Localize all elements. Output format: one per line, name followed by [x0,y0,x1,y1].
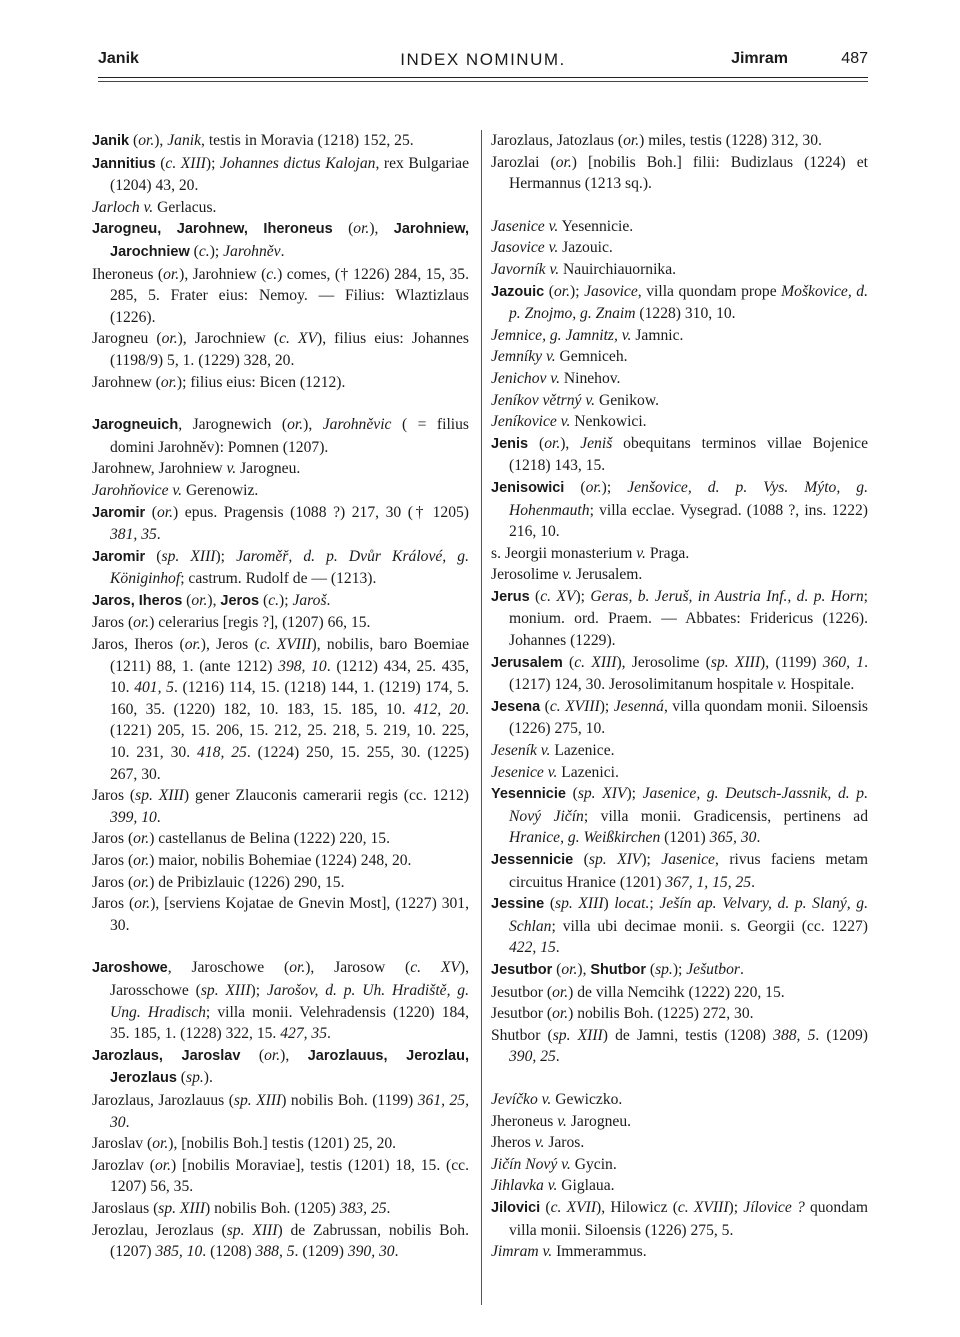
index-entry: Jarohňovice v. Gerenowiz. [92,481,259,499]
index-entry: Jilovici (c. XVII), Hilowicz (c. XVIII); Jílovice ? quondam villa monii. Siloensis (1226) 275, 5. [491,1198,868,1239]
index-entry: Jarohnew, Jarohniew v. Jarogneu. [92,460,301,478]
index-entry: Jarozlai (or.) [nobilis Boh.] filii: Budizlaus (1224) et Hermannus (1213 sq.). [491,153,869,193]
index-entry: Jaroslaus (sp. XIII) nobilis Boh. (1205) 383, 25. [92,1199,391,1217]
running-header [98,50,868,76]
entry-spacer [491,195,868,216]
index-entry: Jihlavka v. Giglaua. [491,1177,615,1195]
index-entry: Janik (or.), Janik, testis in Moravia (1218) 152, 25. [92,132,414,149]
index-entry: Jeníkovice v. Nenkowici. [491,413,647,431]
header-rule-thin [98,81,868,82]
index-entry: Jaros, Iheros (or.), Jeros (c. XVIII), nobilis, baro Boemiae (1211) 88, 1. (ante 1212) 398, 10. (1212) 434, 25. 435, 10. 401, 5. (1216) 114, 15. (1218) 144, 1. (1219) 174, 5. 160, 35. (1220) 182, 10. 183, 15. 185, 10. 412, 20. (1221) 205, 15. 206, 15. 212, 25. 218, 5. 219, 10. 225, 10. 231, 30. 418, 25. (1224) 250, 15. 255, 30. (1225) 267, 30. [92,636,470,783]
index-entry: Jarozlaus, Jaroslav (or.), Jarozlauus, Jerozlau, Jerozlaus (sp.). [92,1046,469,1087]
index-entry: Iheroneus (or.), Jarohniew (c.) comes, († 1226) 284, 15, 35. 285, 5. Frater eius: Nemoy. — Filius: Wlaztizlaus (1226). [92,265,470,326]
index-entry: Jheros v. Jaros. [491,1134,585,1152]
index-entry: Jaros (sp. XIII) gener Zlauconis camerarii regis (cc. 1212) 399, 10. [92,787,469,826]
index-entry: Jevíčko v. Gewiczko. [491,1090,623,1108]
index-entry: Jesena (c. XVIII); Jesenná, villa quondam monii. Siloensis (1226) 275, 10. [491,697,868,738]
header-first-entry: Janik [98,50,139,67]
index-entry: Jasovice v. Jazouic. [491,239,613,257]
index-entry: Jemníky v. Gemniceh. [491,348,628,366]
index-entry: Yesennicie (sp. XIV); Jasenice, g. Deutsch-Jassnik, d. p. Nový Jičín; villa monii. Gradicensis, pertinens ad Hranice, g. Weißkirchen (1201) 365, 30. [491,785,869,847]
index-entry: Jaros (or.) de Pribizlauic (1226) 290, 15. [92,873,345,891]
index-entry: Jessine (sp. XIII) locat.; Ješín ap. Velvary, d. p. Slaný, g. Schlan; villa ubi decimae monii. s. Georgii (cc. 1227) 422, 15. [491,895,868,957]
index-entry: Jenichov v. Ninehov. [491,369,621,387]
header-rule [98,77,868,78]
index-entry: Jarozlav (or.) [nobilis Moraviae], testis (1201) 18, 15. (cc. 1207) 56, 35. [92,1156,469,1196]
column-divider [481,130,482,1305]
index-entry: Jerosolime v. Jerusalem. [491,566,643,584]
left-column [92,130,469,1263]
index-entry: Jarozlaus, Jatozlaus (or.) miles, testis (1228) 312, 30. [491,132,822,149]
index-entry: Jheroneus v. Jarogneu. [491,1112,632,1130]
index-entry: Jaros (or.) maior, nobilis Bohemiae (1224) 248, 20. [92,852,412,869]
index-entry: Jaromir (or.) epus. Pragensis (1088 ?) 217, 30 († 1205) 381, 35. [92,503,470,544]
page-number: 487 [841,50,868,67]
index-entry: Jenis (or.), Jeniš obequitans terminos villae Bojenice (1218) 143, 15. [491,434,868,475]
index-entry: Jaros (or.) celerarius [regis ?], (1207) 66, 15. [92,614,371,632]
index-entry: Jaromir (sp. XIII); Jaroměř, d. p. Dvůr Králové, g. Königinhof; castrum. Rudolf de — (1213). [92,547,469,588]
header-last-entry: Jimram [731,50,788,67]
index-entry: Jaroshowe, Jaroschowe (or.), Jarosow (c. XV), Jarosschowe (sp. XIII); Jarošov, d. p. Uh. Hradiště, g. Ung. Hradisch; villa monii. Velehradensis (1220) 184, 35. 185, 1. (1228) 322, 15. 427, 35. [92,959,469,1043]
entry-spacer [92,393,469,414]
index-entry: Javorník v. Nauirchiauornika. [491,260,677,278]
index-entry: Jaros (or.) castellanus de Belina (1222) 220, 15. [92,830,390,848]
index-entry: Jenisowici (or.); Jenšovice, d. p. Vys. Mýto, g. Hohenmauth; villa ecclae. Vysegrad. (1088 ?, ins. 1222) 216, 10. [491,478,868,541]
index-entry: Jarogneu, Jarohnew, Iheroneus (or.), Jarohniew, Jarochniew (c.); Jarohněv. [92,220,469,260]
index-entry: Jessennicie (sp. XIV); Jasenice, rivus faciens metam circuitus Hranice (1201) 367, 1, 15, 25. [491,851,868,891]
index-entry: Jesutbor (or.), Shutbor (sp.); Ješutbor. [491,960,744,978]
index-entry: Jarogneu (or.), Jarochniew (c. XV), filius eius: Johannes (1198/9) 5, 1. (1229) 328, 20. [92,330,469,369]
index-entry: Jesenice v. Lazenici. [491,763,619,781]
entry-spacer [92,936,469,957]
index-entry: Jarogneuich, Jarognewich (or.), Jarohněvic ( = filius domini Jarohněv): Pomnen (1207). [92,416,469,456]
index-entry: Jeseník v. Lazenice. [491,742,615,760]
header-title: INDEX NOMINUM. [400,50,566,69]
index-entry: Jičín Nový v. Gycin. [491,1155,617,1173]
index-entry: Jaroslav (or.), [nobilis Boh.] testis (1201) 25, 20. [92,1135,397,1153]
index-entry: Jemnice, g. Jamnitz, v. Jamnic. [491,326,684,344]
index-entry: Jannitius (c. XIII); Johannes dictus Kalojan, rex Bulgariae (1204) 43, 20. [92,154,469,195]
index-entry: Jarloch v. Gerlacus. [92,198,217,216]
index-entry: Jerozlau, Jerozlaus (sp. XIII) de Zabrussan, nobilis Boh. (1207) 385, 10. (1208) 388, 5. (1209) 390, 30. [92,1221,470,1261]
index-entry: Jerusalem (c. XIII), Jerosolime (sp. XIII), (1199) 360, 1. (1217) 124, 30. Jerosolimitanum hospitale v. Hospitale. [491,653,868,694]
index-entry: Jeníkov větrný v. Genikow. [491,391,659,409]
index-entry: Jasenice v. Yesennicie. [491,217,634,235]
index-entry: s. Jeorgii monasterium v. Praga. [491,544,690,562]
index-entry: Jesutbor (or.) de villa Nemcihk (1222) 220, 15. [491,983,785,1001]
index-entry: Shutbor (sp. XIII) de Jamni, testis (1208) 388, 5. (1209) 390, 25. [491,1026,869,1066]
right-column [491,130,868,1263]
index-entry: Jarohnew (or.); filius eius: Bicen (1212). [92,373,346,391]
index-entry: Jimram v. Immerammus. [491,1243,647,1261]
index-entry: Jaros (or.), [serviens Kojatae de Gnevin Most], (1227) 301, 30. [92,895,469,934]
index-entry: Jerus (c. XV); Geras, b. Jeruš, in Austria Inf., d. p. Horn; monium. ord. Praem. — Abbates: Fridericus (1226). Johannes (1229). [491,587,868,650]
index-entry: Jazouic (or.); Jasovice, villa quondam prope Moškovice, d. p. Znojmo, g. Znaim (1228) 310, 10. [491,282,868,323]
index-entry: Jarozlaus, Jarozlauus (sp. XIII) nobilis Boh. (1199) 361, 25, 30. [92,1091,469,1131]
index-entry: Jesutbor (or.) nobilis Boh. (1225) 272, 30. [491,1005,754,1023]
entry-spacer [491,1068,868,1089]
index-entry: Jaros, Iheros (or.), Jeros (c.); Jaroš. [92,591,331,609]
